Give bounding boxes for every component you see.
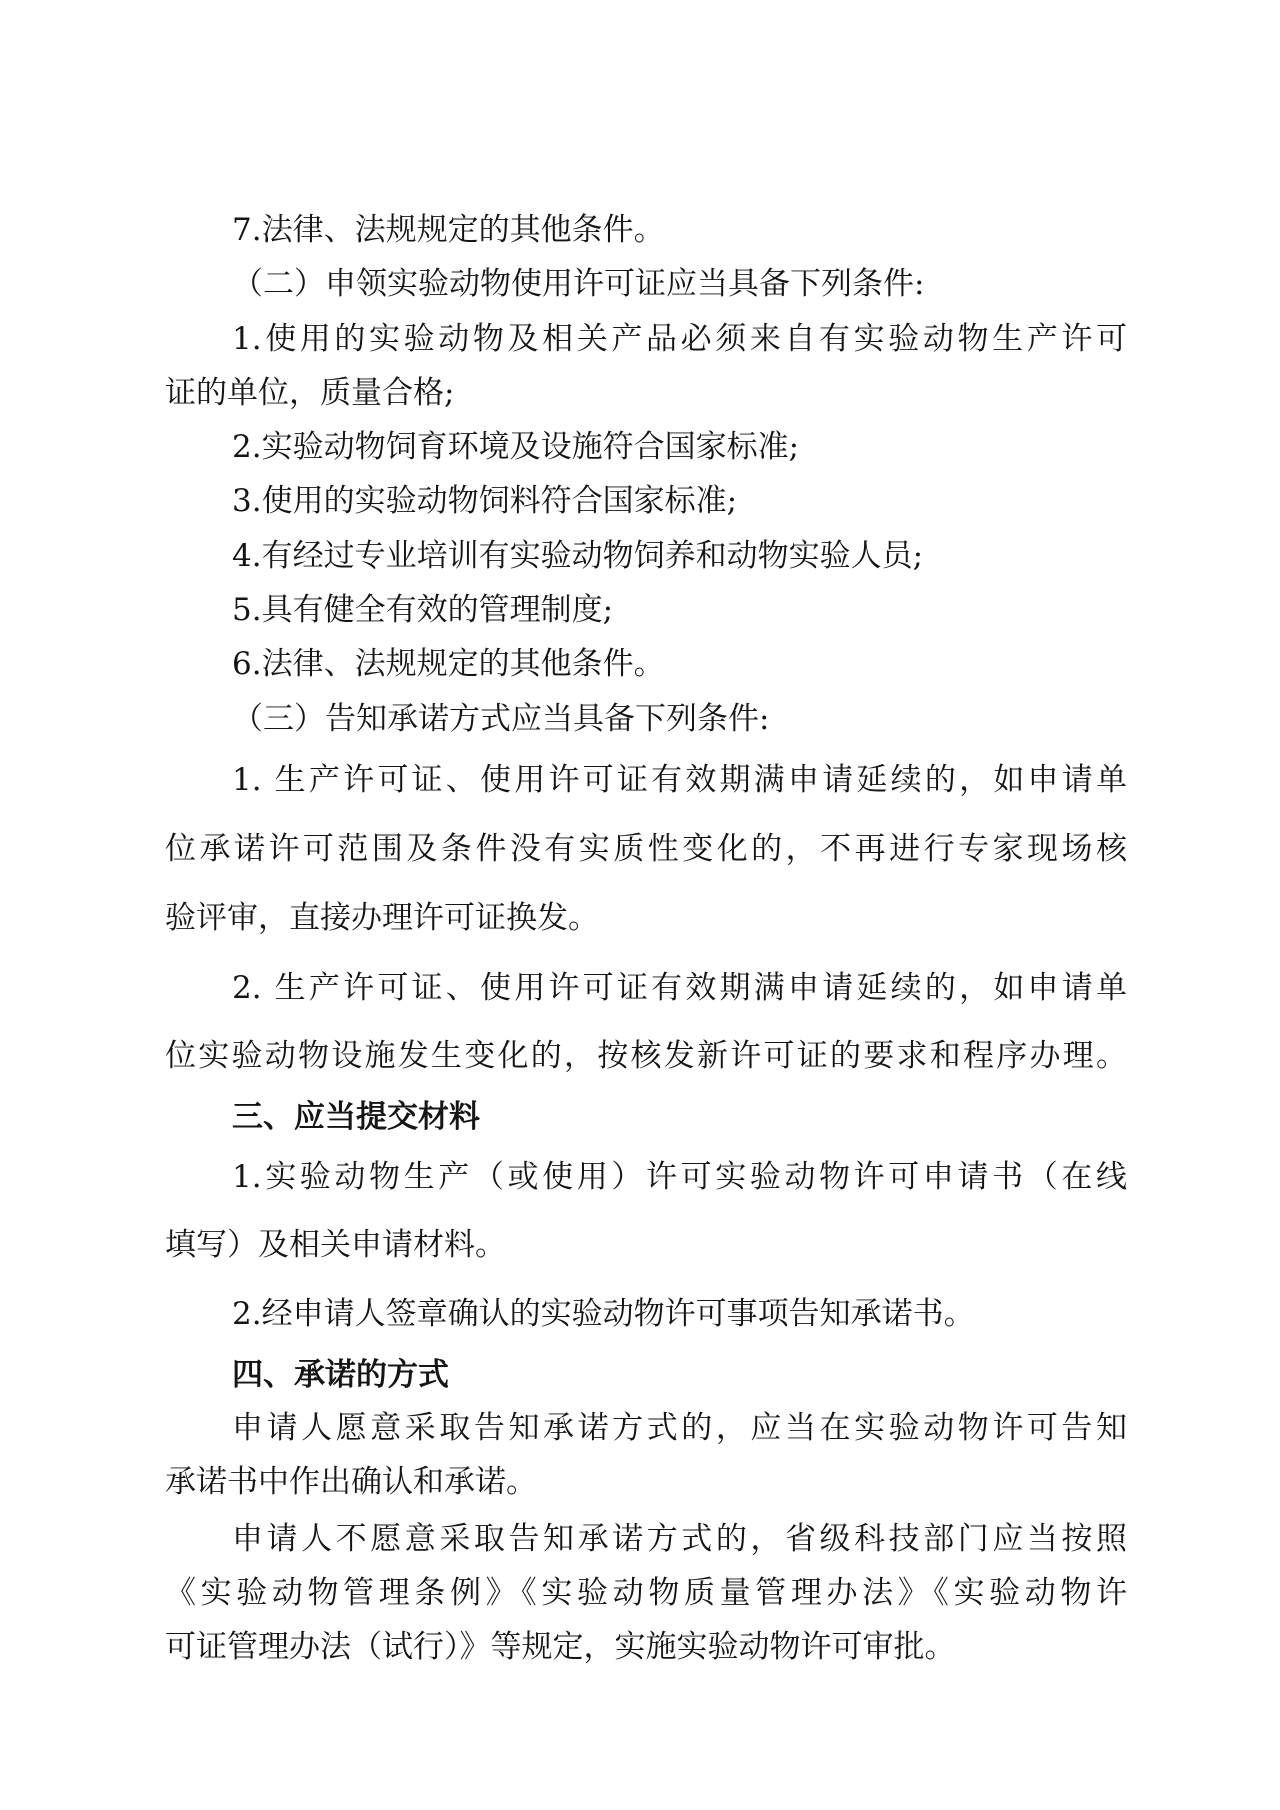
section-heading: 四、承诺的方式 bbox=[232, 1357, 449, 1393]
text-line: 申请人愿意采取告知承诺方式的，应当在实验动物许可告知 bbox=[232, 1410, 1127, 1446]
text-line: 证的单位，质量合格; bbox=[165, 375, 455, 411]
text-line: 4.有经过专业培训有实验动物饲养和动物实验人员; bbox=[232, 538, 924, 574]
text-line: 验评审，直接办理许可证换发。 bbox=[165, 900, 599, 936]
text-line: 2. 生产许可证、使用许可证有效期满申请延续的，如申请单 bbox=[232, 970, 1127, 1006]
text-line: 申请人不愿意采取告知承诺方式的，省级科技部门应当按照 bbox=[232, 1521, 1127, 1557]
text-line: 3.使用的实验动物饲料符合国家标准; bbox=[232, 483, 738, 519]
text-line: 填写）及相关申请材料。 bbox=[165, 1227, 506, 1263]
text-line: 1.实验动物生产（或使用）许可实验动物许可申请书（在线 bbox=[232, 1159, 1127, 1195]
text-line: （三）告知承诺方式应当具备下列条件: bbox=[232, 701, 770, 737]
text-line: 承诺书中作出确认和承诺。 bbox=[165, 1464, 537, 1500]
text-line: （二）申领实验动物使用许可证应当具备下列条件: bbox=[232, 266, 925, 302]
section-heading: 三、应当提交材料 bbox=[232, 1099, 480, 1135]
text-line: 5.具有健全有效的管理制度; bbox=[232, 592, 614, 628]
text-line: 6.法律、法规规定的其他条件。 bbox=[232, 646, 665, 682]
text-line: 1. 生产许可证、使用许可证有效期满申请延续的，如申请单 bbox=[232, 762, 1127, 798]
text-line: 2.实验动物饲育环境及设施符合国家标准; bbox=[232, 429, 800, 465]
text-line: 《实验动物管理条例》《实验动物质量管理办法》《实验动物许 bbox=[165, 1575, 1127, 1611]
text-line: 可证管理办法（试行）》等规定，实施实验动物许可审批。 bbox=[165, 1629, 956, 1665]
text-line: 位承诺许可范围及条件没有实质性变化的，不再进行专家现场核 bbox=[165, 831, 1127, 867]
text-line: 2.经申请人签章确认的实验动物许可事项告知承诺书。 bbox=[232, 1296, 975, 1332]
text-line: 1.使用的实验动物及相关产品必须来自有实验动物生产许可 bbox=[232, 321, 1127, 357]
text-line: 7.法律、法规规定的其他条件。 bbox=[232, 212, 665, 248]
text-line: 位实验动物设施发生变化的，按核发新许可证的要求和程序办理。 bbox=[165, 1038, 1127, 1074]
